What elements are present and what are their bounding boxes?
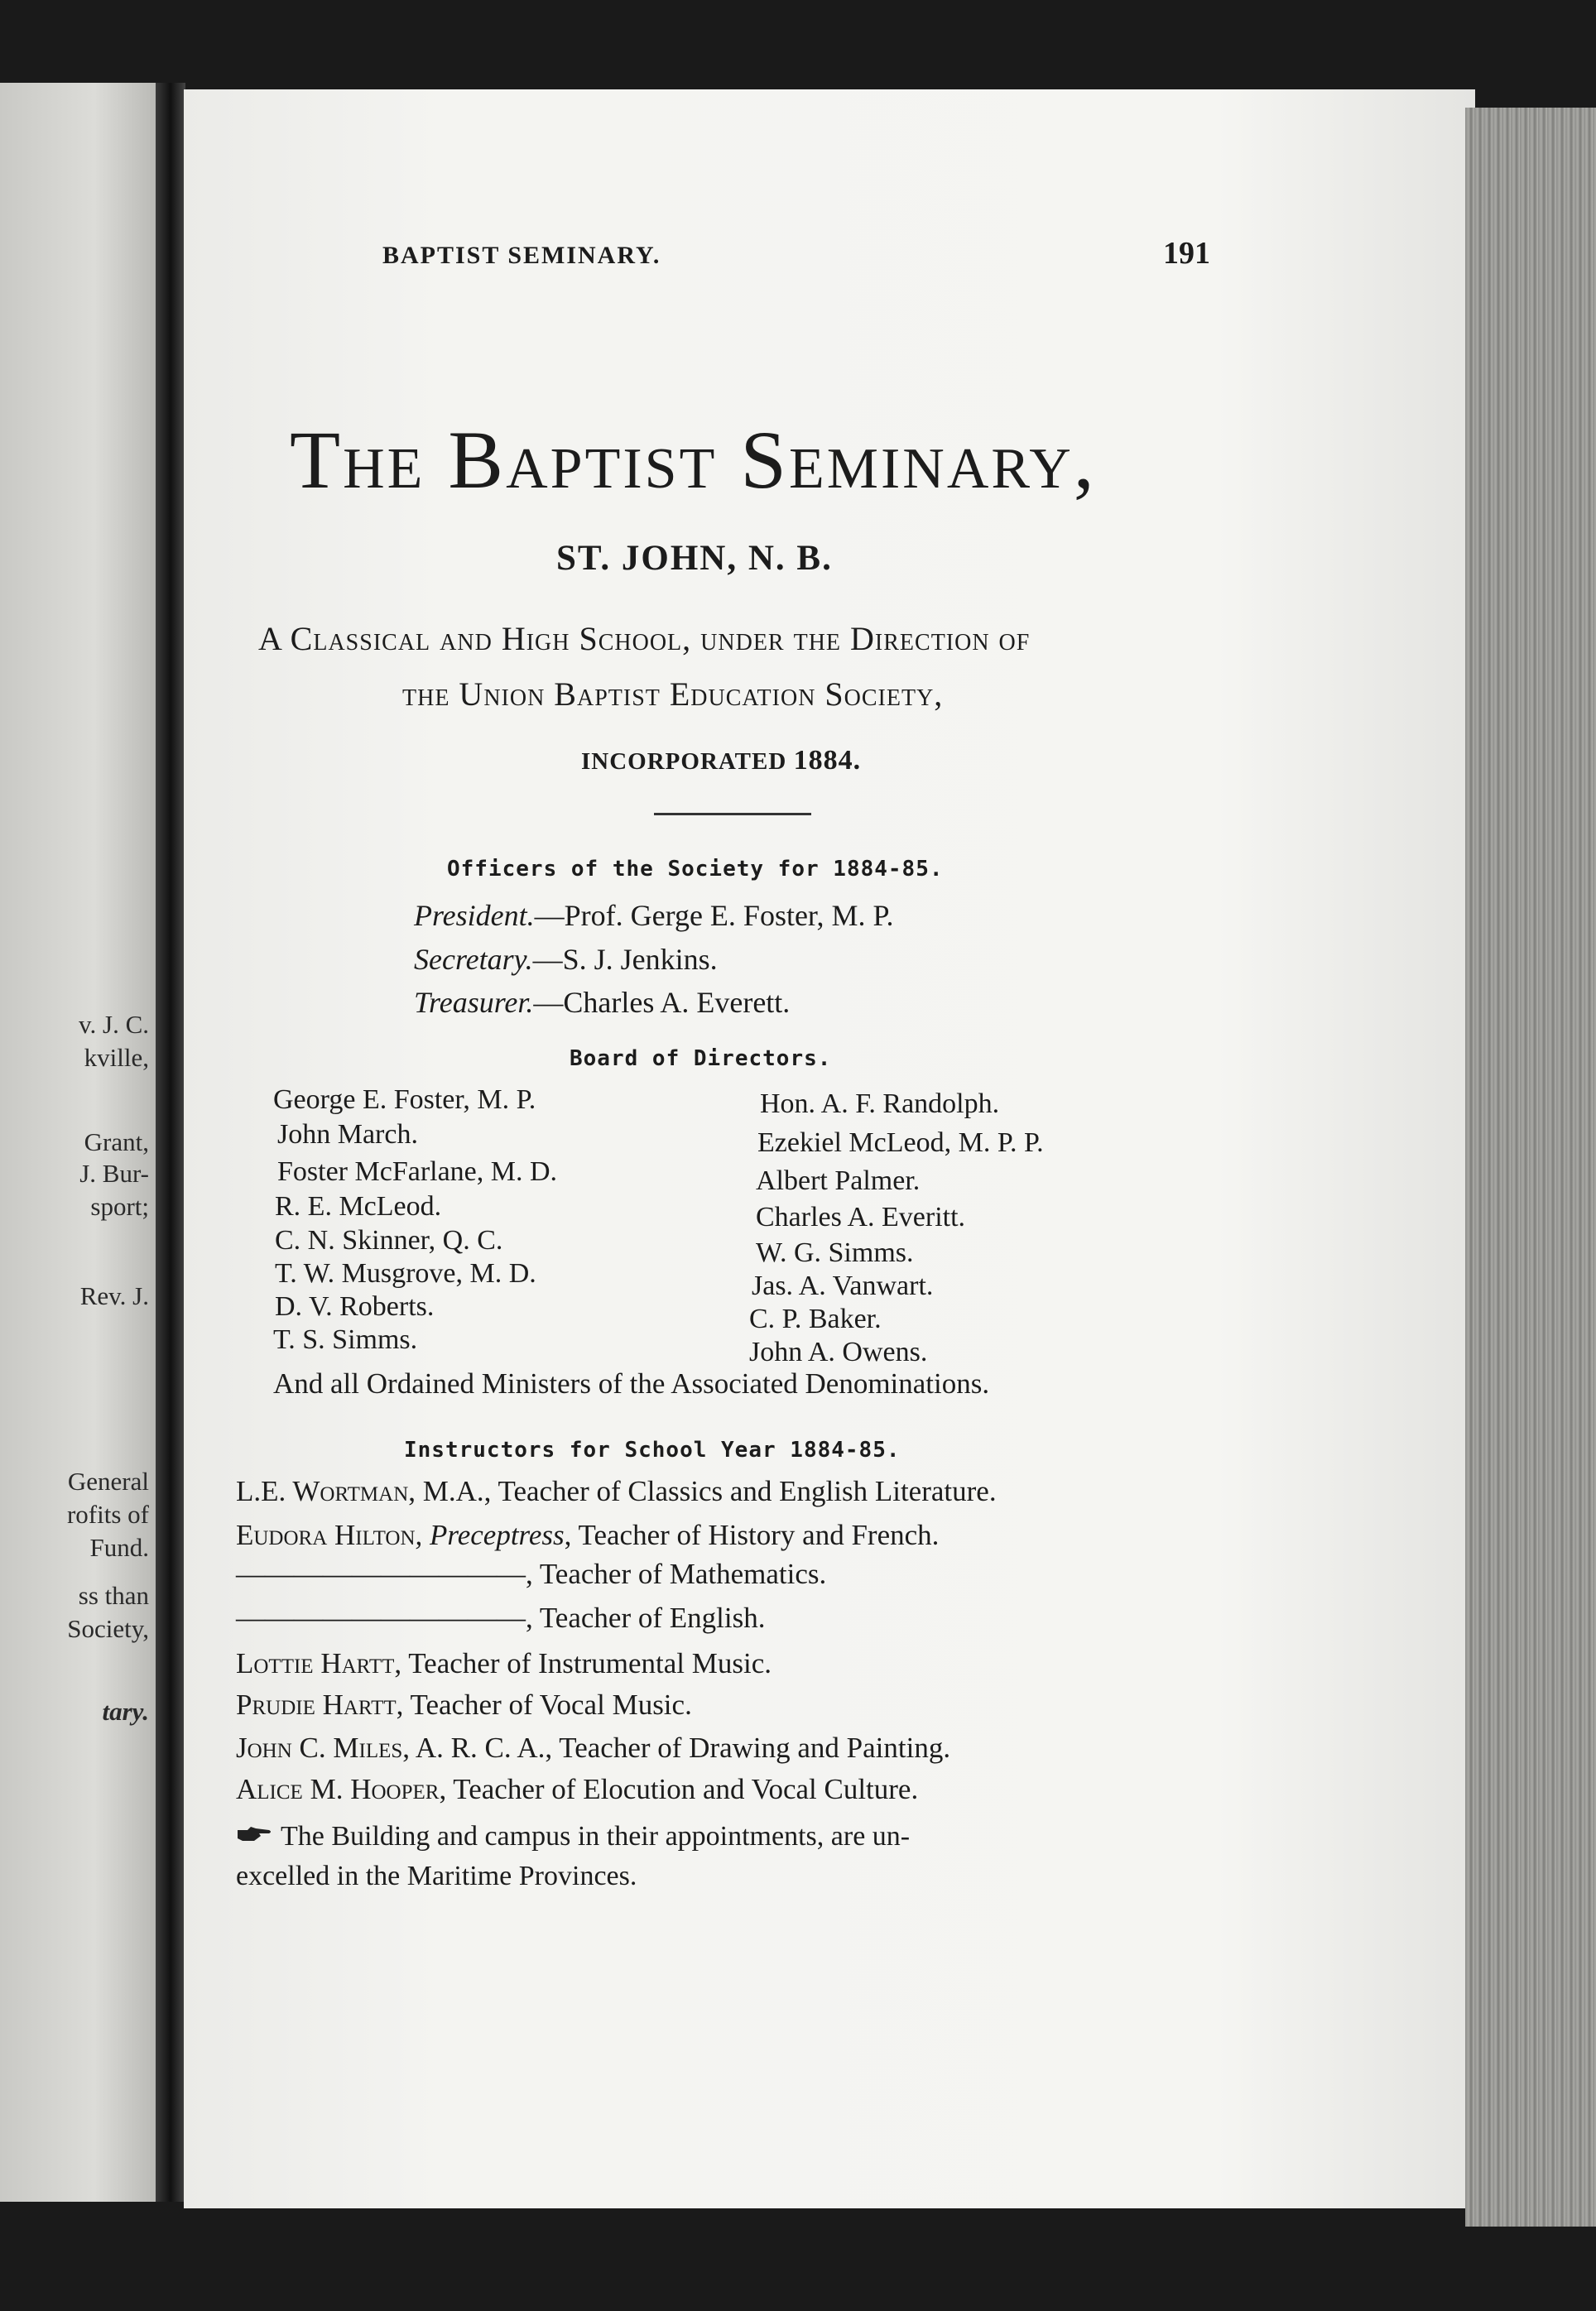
officer-name: —S. J. Jenkins. (532, 943, 718, 976)
instructors-heading: Instructors for School Year 1884-85. (404, 1438, 901, 1463)
officer-president (414, 898, 894, 933)
director-left: D. V. Roberts. (275, 1291, 435, 1322)
director-left: C. N. Skinner, Q. C. (275, 1225, 503, 1256)
instructor-name: John C. Miles (236, 1732, 403, 1764)
left-page-fragment: Rev. J. (79, 1281, 149, 1310)
director-right: Charles A. Everitt. (756, 1202, 966, 1232)
board-heading: Board of Directors. (570, 1046, 832, 1071)
instructor-entry (236, 1689, 692, 1722)
instructor-role: , Teacher of History and French. (564, 1519, 940, 1551)
instructor-role: , M.A., Teacher of Classics and English Literature. (408, 1475, 997, 1507)
note-text-line-1: The Building and campus in their appointments, are un- (281, 1821, 911, 1852)
director-right: Jas. A. Vanwart. (752, 1271, 934, 1301)
director-left: George E. Foster, M. P. (273, 1084, 536, 1115)
pointing-hand-icon (236, 1821, 272, 1852)
instructor-entry (236, 1558, 826, 1591)
left-page-fragment: J. Bur- (79, 1159, 149, 1188)
page-edges (1465, 108, 1596, 2227)
page-title: The Baptist Seminary, (290, 414, 1097, 506)
left-page-margin (0, 83, 157, 2202)
instructor-entry (236, 1475, 997, 1508)
instructor-role: , Teacher of Mathematics. (526, 1558, 827, 1590)
director-left: John March. (277, 1119, 418, 1150)
director-left: R. E. McLeod. (275, 1191, 442, 1222)
instructor-role: , Teacher of Vocal Music. (396, 1689, 692, 1721)
officer-name: —Prof. Gerge E. Foster, M. P. (534, 899, 894, 932)
note-line-1 (236, 1821, 910, 1852)
officer-role: Secretary. (414, 943, 533, 976)
running-head: BAPTIST SEMINARY. (382, 242, 661, 269)
left-page-fragment: sport; (90, 1192, 149, 1221)
page-number: 191 (1163, 236, 1210, 271)
description-line-1: A Classical and High School, under the Direction of (258, 620, 1031, 657)
director-left: Foster McFarlane, M. D. (277, 1156, 558, 1187)
incorporated-label: INCORPORATED (581, 748, 787, 775)
instructor-name: Lottie Hartt (236, 1647, 395, 1679)
director-right: Hon. A. F. Randolph. (760, 1088, 1000, 1119)
instructor-role: , Teacher of Elocution and Vocal Culture. (439, 1773, 919, 1805)
instructor-entry (236, 1732, 950, 1765)
officers-heading: Officers of the Society for 1884-85. (447, 857, 944, 882)
instructor-role: , A. R. C. A., Teacher of Drawing and Painting. (402, 1732, 951, 1764)
left-page-fragment: Fund. (89, 1533, 149, 1562)
incorporated-line (581, 745, 861, 776)
left-page-fragment: Grant, (84, 1127, 149, 1156)
left-page-fragment: General (67, 1467, 149, 1496)
left-page-fragment: v. J. C. (79, 1010, 149, 1039)
instructor-name: Alice M. Hooper (236, 1773, 440, 1805)
instructor-name: Prudie Hartt (236, 1689, 397, 1721)
note-line-2: excelled in the Maritime Provinces. (236, 1861, 637, 1891)
director-right: W. G. Simms. (756, 1237, 914, 1268)
director-right: C. P. Baker. (749, 1304, 882, 1334)
officer-role: President. (414, 899, 535, 932)
instructor-entry (236, 1773, 918, 1806)
left-page-fragment: kville, (84, 1043, 149, 1072)
instructor-entry (236, 1602, 765, 1635)
director-right: Albert Palmer. (756, 1165, 921, 1196)
instructor-role: , Teacher of Instrumental Music. (394, 1647, 772, 1679)
incorporated-year: 1884. (793, 745, 862, 776)
director-left: T. W. Musgrove, M. D. (275, 1258, 536, 1289)
instructor-entry (236, 1647, 772, 1680)
director-left: T. S. Simms. (273, 1324, 418, 1355)
officer-treasurer (414, 985, 790, 1020)
instructor-entry (236, 1519, 939, 1552)
left-page-fragment: rofits of (66, 1500, 149, 1529)
left-page-fragment: ss than (78, 1581, 149, 1610)
instructor-name-blank: —————————— (236, 1558, 526, 1590)
director-right: Ezekiel McLeod, M. P. P. (757, 1127, 1044, 1158)
instructor-name-blank: —————————— (236, 1602, 526, 1634)
instructor-role: , Teacher of English. (526, 1602, 766, 1634)
instructor-name: L.E. Wortman (236, 1475, 409, 1507)
left-page-fragment: tary. (102, 1697, 149, 1726)
board-footer: And all Ordained Ministers of the Associated Denominations. (273, 1367, 990, 1400)
officer-secretary (414, 942, 718, 977)
instructor-title: , Preceptress (415, 1519, 565, 1551)
book-gutter (156, 83, 185, 2202)
location: ST. JOHN, N. B. (556, 539, 833, 578)
description-line-2: the Union Baptist Education Society, (402, 675, 944, 713)
director-right: John A. Owens. (749, 1337, 928, 1367)
divider (654, 813, 811, 815)
instructor-name: Eudora Hilton (236, 1519, 416, 1551)
officer-role: Treasurer. (414, 986, 534, 1019)
left-page-fragment: Society, (67, 1614, 149, 1643)
officer-name: —Charles A. Everett. (533, 986, 791, 1019)
